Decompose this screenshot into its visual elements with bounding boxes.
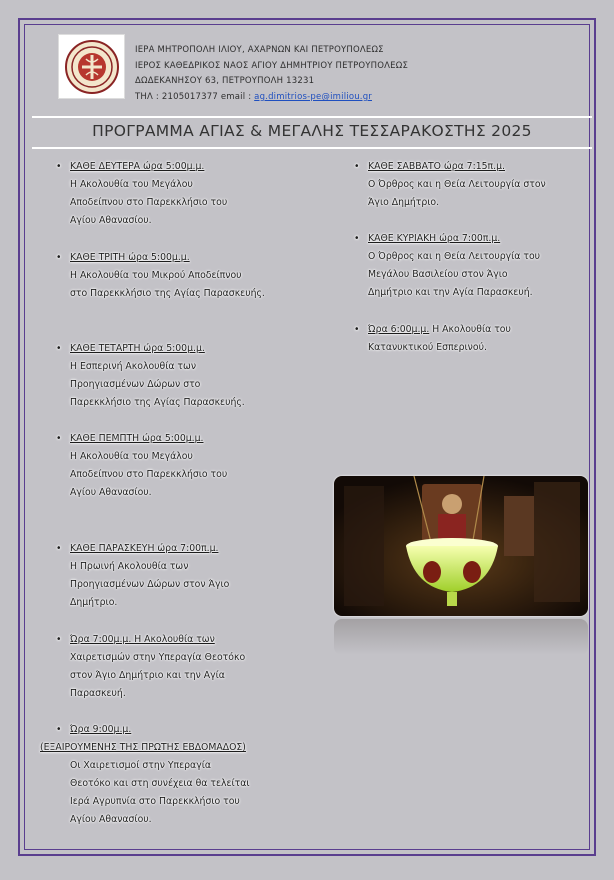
schedule-item (354, 321, 511, 357)
header-contact (135, 92, 372, 102)
schedule-heading: ΚΑΘΕ ΤΡΙΤΗ ώρα 5:00μ.μ. (70, 252, 190, 263)
schedule-line: Θεοτόκο και στη συνέχεια θα τελείται (70, 778, 250, 789)
schedule-line: στον Άγιο Δημήτριο και την Αγία (70, 670, 225, 681)
schedule-note: (ΕΞΑΙΡΟΥΜΕΝΗΣ ΤΗΣ ΠΡΩΤΗΣ ΕΒΔΟΜΑΔΟΣ) (40, 742, 246, 753)
bullet: • (56, 252, 62, 263)
schedule-heading: ΚΑΘΕ ΤΕΤΑΡΤΗ ώρα 5:00μ.μ. (70, 343, 205, 354)
bullet: • (354, 233, 360, 244)
schedule-line: Οι Χαιρετισμοί στην Υπεραγία (70, 760, 211, 771)
schedule-item (354, 158, 546, 212)
schedule-heading-tail: Η Ακολουθία του (429, 324, 511, 335)
bullet: • (56, 724, 62, 735)
schedule-line: Αποδείπνου στο Παρεκκλήσιο του (70, 197, 228, 208)
schedule-line: Ιερά Αγρυπνία στο Παρεκκλήσιο του (70, 796, 240, 807)
email-link[interactable]: ag.dimitrios-pe@imiliou.gr (254, 92, 372, 102)
schedule-line: Αγίου Αθανασίου. (70, 487, 152, 498)
page-title: ΠΡΟΓΡΑΜΜΑ ΑΓΙΑΣ & ΜΕΓΑΛΗΣ ΤΕΣΣΑΡΑΚΟΣΤΗΣ 2025 (92, 122, 532, 140)
bullet: • (56, 343, 62, 354)
photo-reflection (334, 619, 588, 655)
schedule-line: Η Ακολουθία του Μεγάλου (70, 179, 193, 190)
schedule-line: Δημήτριο και την Αγία Παρασκευή. (368, 287, 533, 298)
metropolis-logo (58, 34, 125, 99)
schedule-heading: ΚΑΘΕ ΠΕΜΠΤΗ ώρα 5:00μ.μ. (70, 433, 204, 444)
schedule-line: Άγιο Δημήτριο. (368, 197, 440, 208)
bullet: • (56, 543, 62, 554)
schedule-item (56, 631, 246, 703)
schedule-line: Αγίου Αθανασίου. (70, 215, 152, 226)
schedule-heading: Ώρα 9:00μ.μ. (70, 724, 132, 735)
schedule-line: Δημήτριο. (70, 597, 118, 608)
schedule-item (56, 721, 132, 739)
header-line-2: ΙΕΡΟΣ ΚΑΘΕΔΡΙΚΟΣ ΝΑΟΣ ΑΓΙΟΥ ΔΗΜΗΤΡΙΟΥ ΠΕΤΡΟΥΠΟΛΕΩΣ (135, 61, 409, 71)
schedule-line: Χαιρετισμών στην Υπεραγία Θεοτόκο (70, 652, 246, 663)
schedule-line: Αγίου Αθανασίου. (70, 814, 152, 825)
schedule-heading: Ώρα 6:00μ.μ. (368, 324, 430, 335)
schedule-heading: ΚΑΘΕ ΚΥΡΙΑΚΗ ώρα 7:00π.μ. (368, 233, 501, 244)
schedule-line: Παρεκκλήσιο της Αγίας Παρασκευής. (70, 397, 245, 408)
schedule-line: Ο Όρθρος και η Θεία Λειτουργία του (368, 251, 541, 262)
schedule-line: Παρασκευή. (70, 688, 126, 699)
schedule-line: Προηγιασμένων Δώρων στο (70, 379, 201, 390)
schedule-item (56, 249, 265, 303)
schedule-item (56, 430, 228, 502)
bottom-rule (32, 147, 592, 149)
candle-lamp-photo (334, 476, 588, 616)
schedule-item (354, 230, 541, 302)
schedule-line: Η Ακολουθία του Μικρού Αποδείπνου (70, 270, 242, 281)
bullet: • (56, 433, 62, 444)
schedule-line: στο Παρεκκλήσιο της Αγίας Παρασκευής. (70, 288, 265, 299)
phone-text: ΤΗΛ : 2105017377 email : (135, 92, 255, 102)
schedule-item (56, 540, 230, 612)
schedule-item (56, 158, 228, 230)
header-line-3: ΔΩΔΕΚΑΝΗΣΟΥ 63, ΠΕΤΡΟΥΠΟΛΗ 13231 (135, 76, 315, 86)
schedule-line: Η Εσπερινή Ακολουθία των (70, 361, 197, 372)
bullet: • (354, 161, 360, 172)
schedule-heading: ΚΑΘΕ ΔΕΥΤΕΡΑ ώρα 5:00μ.μ. (70, 161, 205, 172)
bullet: • (56, 161, 62, 172)
schedule-item (56, 340, 245, 412)
top-rule (32, 116, 592, 118)
schedule-line: Ο Όρθρος και η Θεία Λειτουργία στον (368, 179, 546, 190)
schedule-line: Η Ακολουθία του Μεγάλου (70, 451, 193, 462)
schedule-heading: ΚΑΘΕ ΠΑΡΑΣΚΕΥΗ ώρα 7:00π.μ. (70, 543, 219, 554)
schedule-note-text (70, 757, 250, 829)
schedule-line: Μεγάλου Βασιλείου στον Άγιο (368, 269, 508, 280)
header-line-1: ΙΕΡΑ ΜΗΤΡΟΠΟΛΗ ΙΛΙΟΥ, ΑΧΑΡΝΩΝ ΚΑΙ ΠΕΤΡΟΥΠΟΛΕΩΣ (135, 45, 384, 55)
schedule-line: Η Πρωινή Ακολουθία των (70, 561, 189, 572)
schedule-line: Προηγιασμένων Δώρων στον Άγιο (70, 579, 230, 590)
schedule-line: Αποδείπνου στο Παρεκκλήσιο του (70, 469, 228, 480)
schedule-line: Κατανυκτικού Εσπερινού. (368, 342, 487, 353)
schedule-heading: Ώρα 7:00μ.μ. Η Ακολουθία των (70, 634, 215, 645)
bullet: • (354, 324, 360, 335)
bullet: • (56, 634, 62, 645)
schedule-heading: ΚΑΘΕ ΣΑΒΒΑΤΟ ώρα 7:15π.μ. (368, 161, 505, 172)
